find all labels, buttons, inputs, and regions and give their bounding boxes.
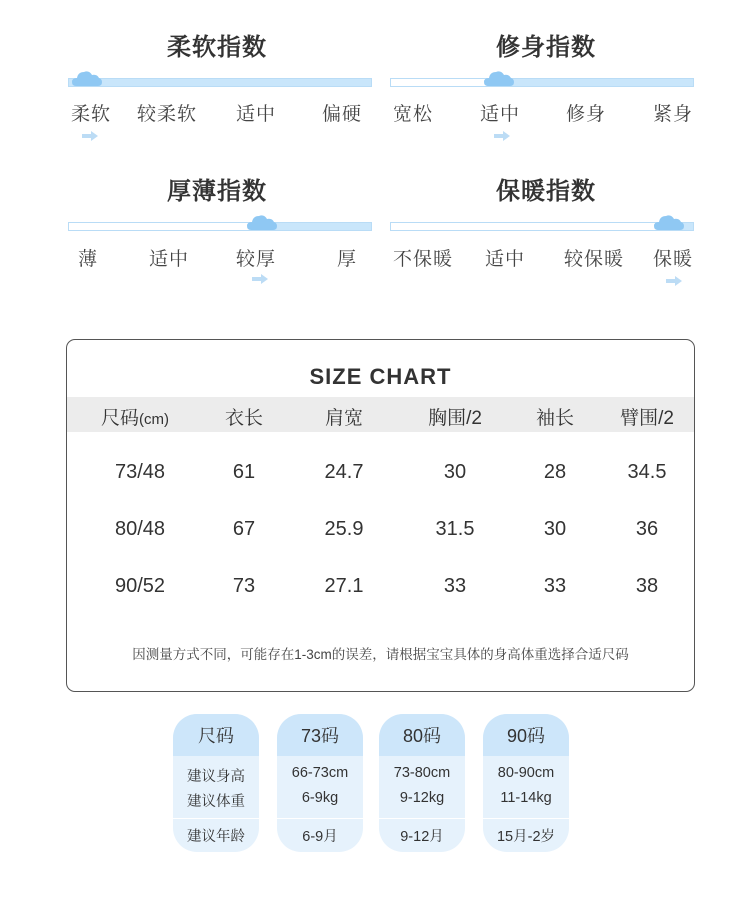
cell-size: 73/48 <box>114 461 166 483</box>
header-chest: 胸围/2 <box>428 408 482 429</box>
card-line: 66-73cm <box>291 765 349 781</box>
level-label: 宽松 <box>393 104 434 125</box>
arrow-right-icon <box>252 274 268 284</box>
cloud-icon <box>654 213 684 231</box>
card-head: 80码 <box>379 714 465 756</box>
cell-length: 61 <box>232 461 256 483</box>
level-label: 适中 <box>149 249 190 270</box>
cell-sleeve: 28 <box>543 461 567 483</box>
card-head: 尺码 <box>173 714 259 756</box>
header-length: 衣长 <box>224 408 263 429</box>
level-label: 较保暖 <box>564 249 625 270</box>
size-chart <box>66 339 695 692</box>
cell-shoulder: 25.9 <box>324 518 364 540</box>
level-label: 紧身 <box>653 104 694 125</box>
recommend-card-label <box>173 714 259 852</box>
cell-length: 73 <box>232 575 256 597</box>
level-label: 薄 <box>78 249 99 270</box>
cell-arm: 38 <box>635 575 659 597</box>
level-label: 较柔软 <box>137 104 198 125</box>
cloud-icon <box>247 213 277 231</box>
size-chart-title: SIZE CHART <box>309 364 452 389</box>
card-line: 9-12kg <box>399 790 445 806</box>
fit-bar <box>390 78 694 87</box>
level-label: 不保暖 <box>393 249 454 270</box>
level-label: 偏硬 <box>322 104 363 125</box>
cell-arm: 36 <box>635 518 659 540</box>
card-line: 建议身高 <box>187 769 245 785</box>
card-line: 建议体重 <box>187 794 245 810</box>
header-shoulder: 肩宽 <box>324 408 363 429</box>
thickness-bar <box>68 222 372 231</box>
softness-bar <box>68 78 372 87</box>
level-label: 柔软 <box>71 104 112 125</box>
cell-shoulder: 24.7 <box>324 461 364 483</box>
card-line: 80-90cm <box>497 765 555 781</box>
cloud-icon <box>72 69 102 87</box>
level-label: 保暖 <box>653 249 694 270</box>
cloud-icon <box>484 69 514 87</box>
warmth-bar <box>390 222 694 231</box>
fit-index-title: 修身指数 <box>496 34 596 61</box>
recommend-card-73 <box>277 714 363 852</box>
cell-arm: 34.5 <box>627 461 667 483</box>
cell-sleeve: 33 <box>543 575 567 597</box>
recommend-card-90 <box>483 714 569 852</box>
cell-chest: 31.5 <box>435 518 475 540</box>
card-line: 11-14kg <box>500 790 552 806</box>
arrow-right-icon <box>494 131 510 141</box>
card-line: 9-12月 <box>400 829 444 845</box>
header-arm: 臂围/2 <box>620 408 674 429</box>
cell-chest: 30 <box>443 461 467 483</box>
card-line: 6-9kg <box>301 790 339 806</box>
card-head: 90码 <box>483 714 569 756</box>
header-size: 尺码(cm) <box>100 408 169 429</box>
warmth-index-title: 保暖指数 <box>496 178 596 205</box>
arrow-right-icon <box>82 131 98 141</box>
card-line: 15月-2岁 <box>496 829 556 845</box>
cell-shoulder: 27.1 <box>324 575 364 597</box>
arrow-right-icon <box>666 276 682 286</box>
card-line: 6-9月 <box>302 829 338 845</box>
cell-size: 80/48 <box>114 518 166 540</box>
cell-chest: 33 <box>443 575 467 597</box>
cell-size: 90/52 <box>114 575 166 597</box>
level-label: 厚 <box>337 249 358 270</box>
level-label: 适中 <box>236 104 277 125</box>
header-unit: (cm) <box>139 411 169 428</box>
level-label: 较厚 <box>236 249 277 270</box>
cell-length: 67 <box>232 518 256 540</box>
measurement-note: 因测量方式不同，可能存在1-3cm的误差，请根据宝宝具体的身高体重选择合适尺码 <box>132 647 629 662</box>
header-sleeve: 袖长 <box>535 408 574 429</box>
level-label: 适中 <box>485 249 526 270</box>
level-label: 修身 <box>566 104 607 125</box>
level-label: 适中 <box>480 104 521 125</box>
recommend-card-80 <box>379 714 465 852</box>
cell-sleeve: 30 <box>543 518 567 540</box>
card-line: 73-80cm <box>393 765 451 781</box>
softness-index-title: 柔软指数 <box>167 34 267 61</box>
card-line: 建议年龄 <box>187 829 245 845</box>
card-head: 73码 <box>277 714 363 756</box>
thickness-index-title: 厚薄指数 <box>167 178 267 205</box>
